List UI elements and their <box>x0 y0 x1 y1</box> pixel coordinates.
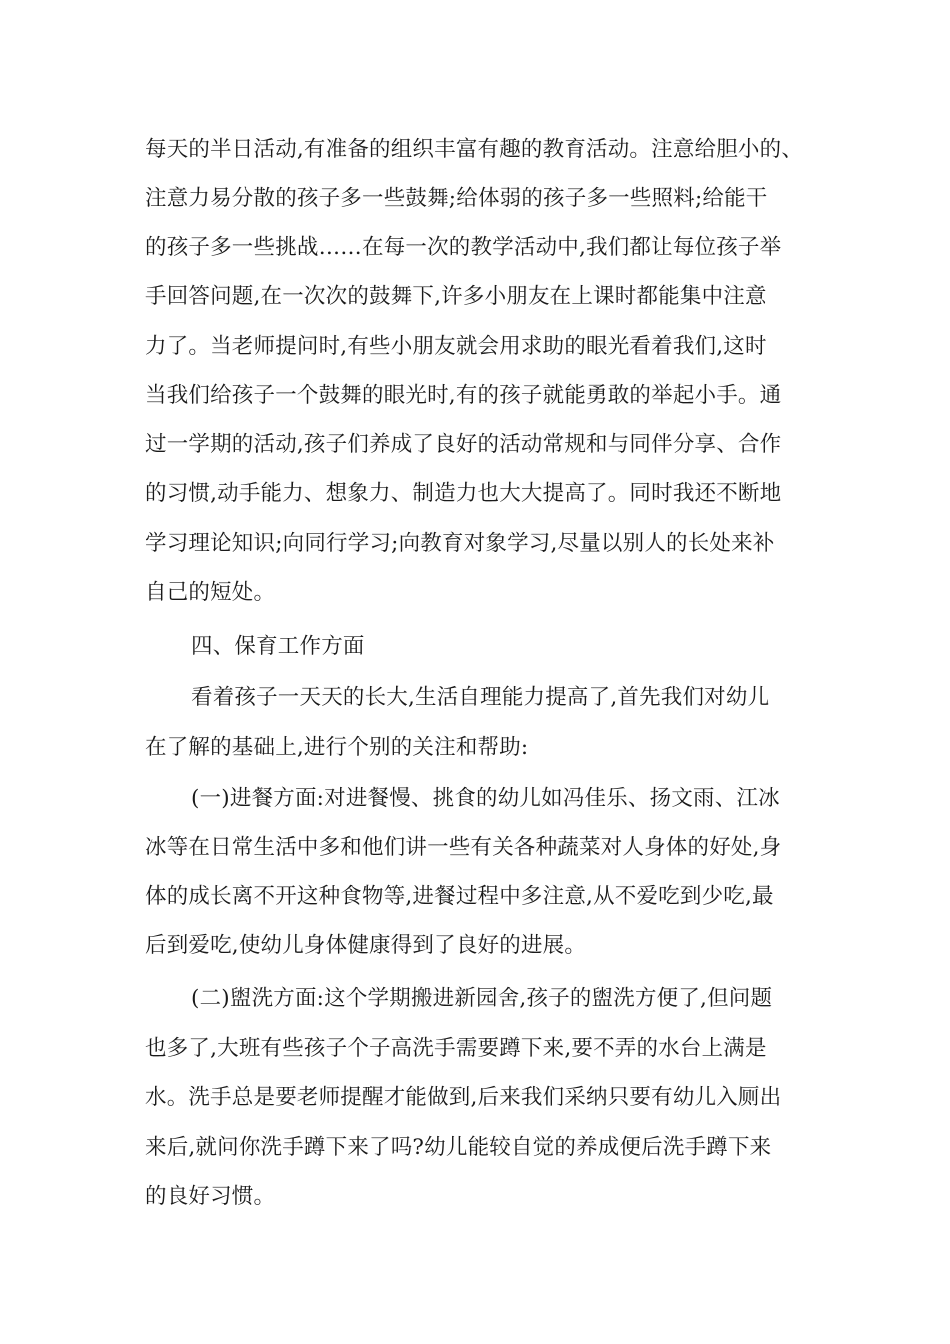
paragraph-line: (二)盥洗方面:这个学期搬进新园舍,孩子的盥洗方便了,但问题 <box>191 986 773 1011</box>
paragraph-line: 学习理论知识;向同行学习;向教育对象学习,尽量以别人的长处来补 <box>145 531 775 556</box>
paragraph-line: 后到爱吃,使幼儿身体健康得到了良好的进展。 <box>145 933 587 958</box>
paragraph-line: 体的成长离不开这种食物等,进餐过程中多注意,从不爱吃到少吃,最 <box>145 884 774 909</box>
paragraph-line: 的孩子多一些挑战……在每一次的教学活动中,我们都让每位孩子举 <box>145 235 782 260</box>
paragraph-line: 看着孩子一天天的长大,生活自理能力提高了,首先我们对幼儿 <box>191 685 770 710</box>
paragraph-line: 手回答问题,在一次次的鼓舞下,许多小朋友在上课时都能集中注意 <box>145 284 767 309</box>
paragraph-line: 注意力易分散的孩子多一些鼓舞;给体弱的孩子多一些照料;给能干 <box>145 186 768 211</box>
section-heading: 四、保育工作方面 <box>191 634 365 659</box>
paragraph-line: 自己的短处。 <box>145 580 276 605</box>
paragraph-line: 冰等在日常生活中多和他们讲一些有关各种蔬菜对人身体的好处,身 <box>145 835 782 860</box>
paragraph-line: 力了。当老师提问时,有些小朋友就会用求助的眼光看着我们,这时 <box>145 334 767 359</box>
paragraph-line: 水。洗手总是要老师提醒才能做到,后来我们采纳只要有幼儿入厕出 <box>145 1085 782 1110</box>
paragraph-line: 当我们给孩子一个鼓舞的眼光时,有的孩子就能勇敢的举起小手。通 <box>145 383 782 408</box>
paragraph-line: 过一学期的活动,孩子们养成了良好的活动常规和与同伴分享、合作 <box>145 432 782 457</box>
paragraph-line: 的习惯,动手能力、想象力、制造力也大大提高了。同时我还不断地 <box>145 481 782 506</box>
paragraph-line: 的良好习惯。 <box>145 1184 276 1209</box>
paragraph-line: 在了解的基础上,进行个别的关注和帮助: <box>145 735 529 760</box>
paragraph-line: 也多了,大班有些孩子个子高洗手需要蹲下来,要不弄的水台上满是 <box>145 1036 767 1061</box>
paragraph-line: 每天的半日活动,有准备的组织丰富有趣的教育活动。注意给胆小的、 <box>145 137 804 162</box>
paragraph-line: 来后,就问你洗手蹲下来了吗?幼儿能较自觉的养成便后洗手蹲下来 <box>145 1135 772 1160</box>
paragraph-line: (一)进餐方面:对进餐慢、挑食的幼儿如冯佳乐、扬文雨、江冰 <box>191 786 780 811</box>
